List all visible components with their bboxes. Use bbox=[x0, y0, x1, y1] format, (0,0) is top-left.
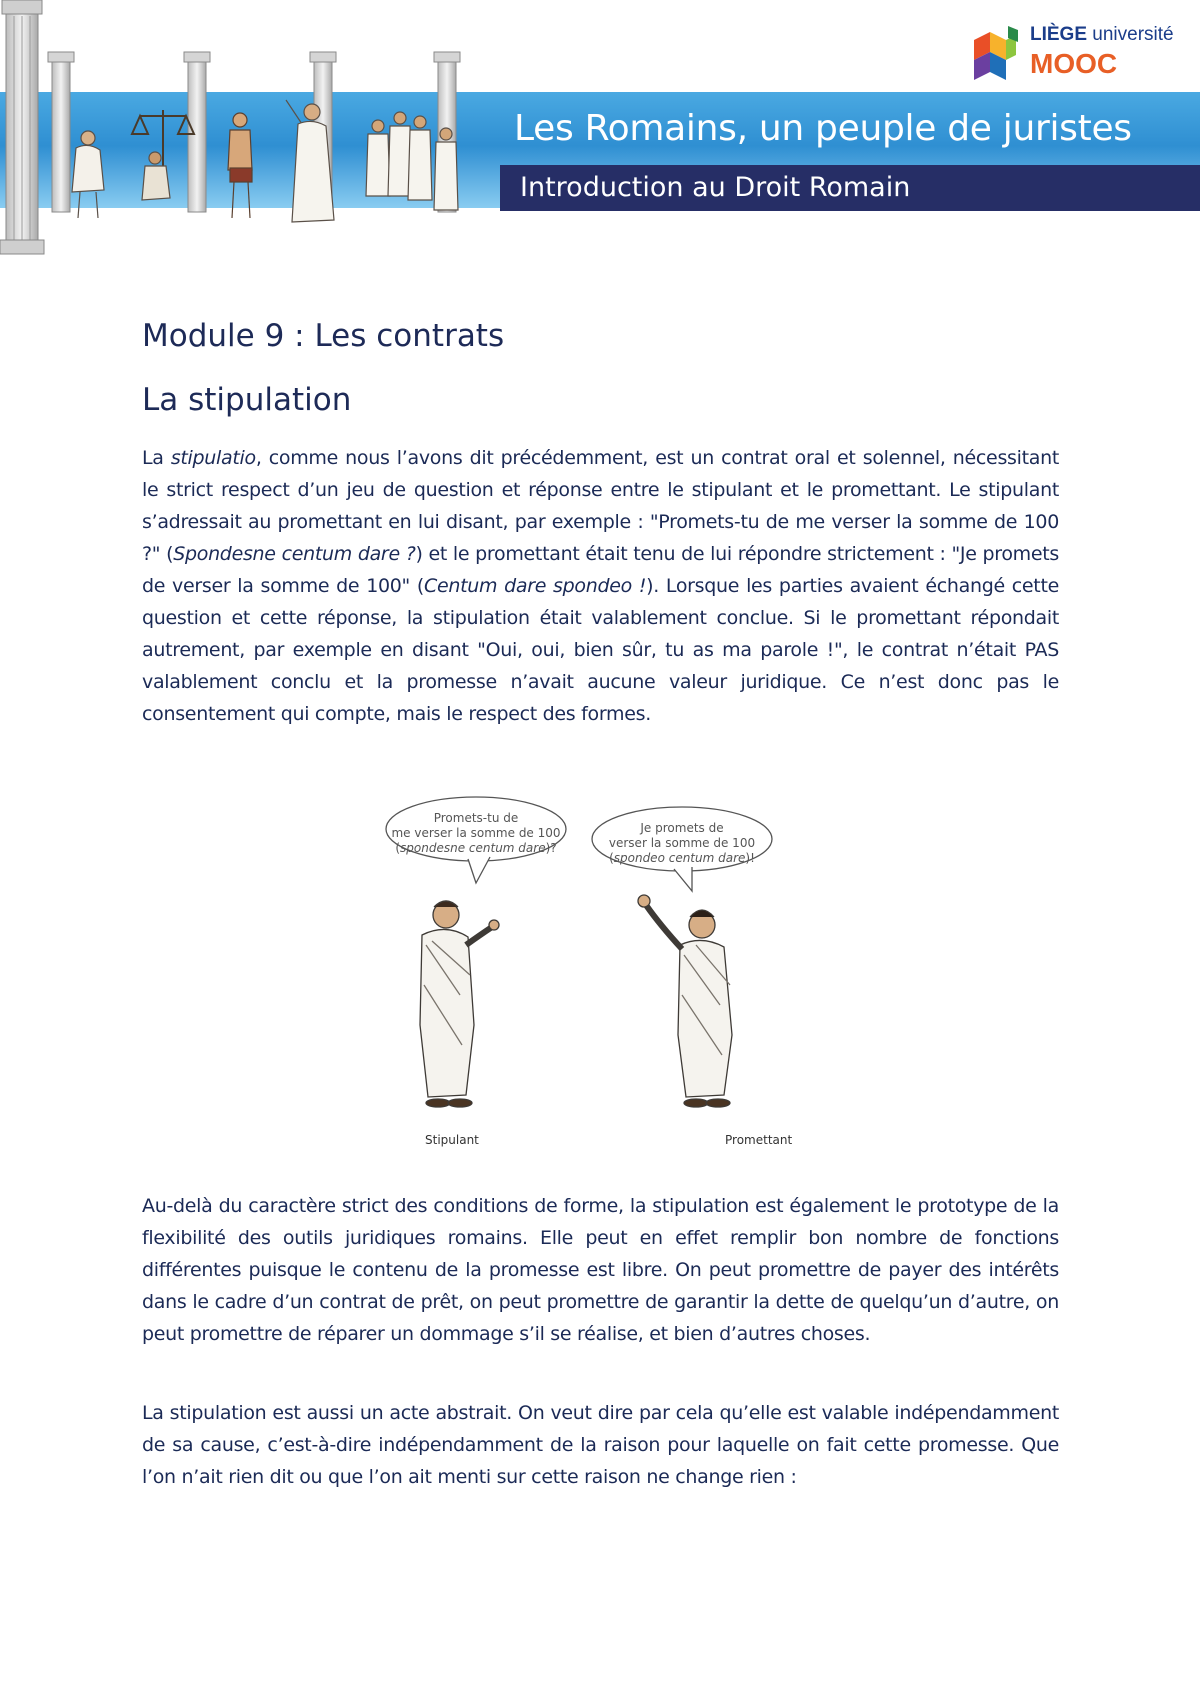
promettant-figure-icon bbox=[638, 895, 732, 1107]
module-title: Module 9 : Les contrats bbox=[142, 318, 505, 354]
paragraph-abstract-act: La stipulation est aussi un acte abstrait. On veut dire par cela qu’elle est valable indépendamment de sa cause, c’est-à-dire indépendamment de la raison pour laquelle on fait cette promesse. Que l’on n’ait rien dit ou que l’on ait menti sur cette raison ne change rien : bbox=[142, 1402, 1059, 1488]
speech-bubble-promettant-text: Je promets de verser la somme de 100 (spondeo centum dare)! bbox=[608, 821, 756, 865]
chained-figure-icon bbox=[228, 113, 252, 218]
caption-promettant: Promettant bbox=[725, 1133, 793, 1147]
speech-bubble-stipulant-text: Promets-tu de me verser la somme de 100 (spondesne centum dare)? bbox=[391, 811, 561, 855]
course-title: Les Romains, un peuple de juristes bbox=[514, 108, 1132, 149]
liege-mooc-logo bbox=[968, 24, 1174, 86]
column-left-icon bbox=[0, 0, 44, 254]
caption-stipulant: Stipulant bbox=[425, 1133, 479, 1147]
section-title: La stipulation bbox=[142, 382, 352, 418]
roman-figure-icon bbox=[72, 131, 104, 218]
paragraph-stipulatio: La stipulatio, comme nous l’avons dit précédemment, est un contrat oral et solennel, nécessitant le strict respect d’un jeu de question et réponse entre le stipulant et le promettant. Le stipulant s’adressait au promettant en lui disant, par exemple : "Promets-tu de me verser la somme de 100 ?" (Spondesne centum dare ?) et le promettant était tenu de lui répondre strictement : "Je promets de verser la somme de 100" (Centum dare spondeo !). Lorsque les parties avaient échangé cette question et cette réponse, la stipulation était valablement conclue. Si le promettant répondait autrement, par exemple en disant "Oui, oui, bien sûr, tu as ma parole !", le contrat n’était PAS valablement conclu et la promesse n’avait aucune valeur juridique. Ce n’est donc pas le consentement qui compte, mais le respect des formes. bbox=[142, 447, 1060, 725]
course-subtitle: Introduction au Droit Romain bbox=[520, 172, 911, 203]
roman-scene-illustration bbox=[0, 0, 500, 270]
liege-cube-logo-icon bbox=[968, 26, 1020, 82]
kneeling-figure-icon bbox=[142, 152, 170, 200]
header-banner bbox=[0, 0, 1200, 280]
stipulation-illustration bbox=[380, 795, 820, 1155]
paragraph-flexibility: Au-delà du caractère strict des conditions de forme, la stipulation est également le prototype de la flexibilité des outils juridiques romains. Elle peut en effet remplir bon nombre de fonctions différentes puisque le contenu de la promesse est libre. On peut promettre de payer des intérêts dans le cadre d’un contrat de prêt, on peut promettre de garantir la dette de quelqu’un d’autre, on peut promettre de réparer un dommage s’il se réalise, et bien d’autres choses. bbox=[142, 1195, 1059, 1345]
scales-of-justice-icon bbox=[132, 110, 194, 170]
logo-university-text: LIÈGE université bbox=[1030, 24, 1174, 45]
logo-mooc-text: MOOC bbox=[1030, 48, 1118, 79]
stipulant-figure-icon bbox=[420, 901, 499, 1107]
